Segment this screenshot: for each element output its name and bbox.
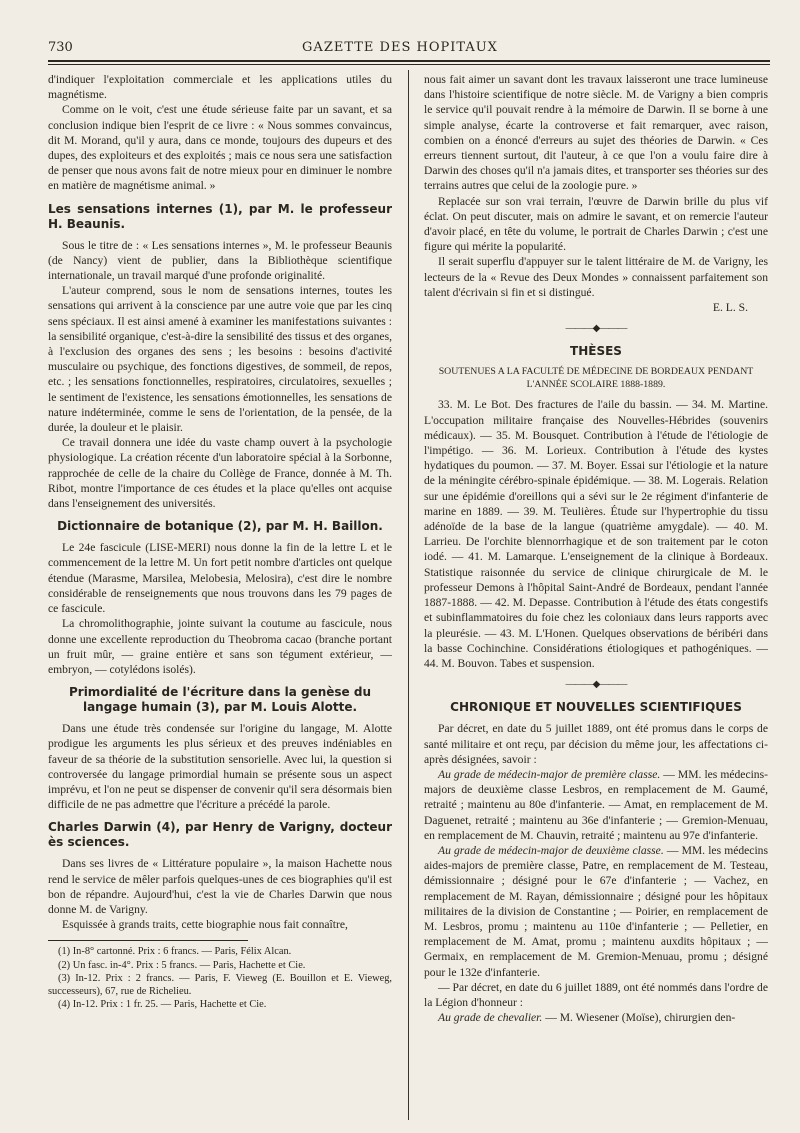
header-rule-thin: [48, 64, 770, 65]
darwin-paragraph: Replacée sur son vrai terrain, l'œuvre de Darwin brille du plus vif éclat. On peut discuter, mais on admire le savant, et on remercie l'auteur d'avoir placé, en tête du volume, le portrait de Charles Darwin ; c'est une figure qui mérite la popularité.: [424, 194, 768, 254]
section-title-chronique: CHRONIQUE ET NOUVELLES SCIENTIFIQUES: [450, 700, 742, 715]
theses-subtitle: SOUTENUES A LA FACULTÉ DE MÉDECINE DE BORDEAUX PENDANT L'ANNÉE SCOLAIRE 1888-1889.: [438, 366, 754, 391]
right-column: [424, 72, 768, 1122]
chronique-paragraph: Au grade de chevalier. — M. Wiesener (Moïse), chirurgien den-: [438, 1011, 736, 1025]
section-paragraph: L'auteur comprend, sous le nom de sensations internes, toutes les sensations qui arrivent à la conscience par une autre voie que par les cinq sens spéciaux. Il est ainsi amené à examiner les manifestations suivantes : la sensibilité organique, c'est-à-dire la sensibilité des tissus et des organes, à l'exclusion des organes des sens ; les besoins : besoins d'activité musculaire ou psychique, des fonctions digestives, de sommeil, de repos, etc. ; les sensations fonctionnelles, respiratoires, circulatoires, sexuelles ; le sentiment de l'existence, les sensations émotionnelles, les sensations de nature indéterminée, comme le sens de l'orientation, de la pensée, de la durée, la douleur et le plaisir.: [48, 284, 392, 435]
section-paragraph: Le 24e fascicule (LISE-MERI) nous donne la fin de la lettre L et le commencement de la lettre M. Un fort petit nombre d'articles ont quelque étendue (Marasme, Marsilea, Melobesia, Melosira), c'est dire le nombre considérable de renseignements que nous trouvons dans les 79 pages de ce fascicule.: [48, 541, 392, 616]
section-title-botanique: Dictionnaire de botanique (2), par M. H. Baillon.: [57, 519, 383, 534]
section-paragraph: Sous le titre de : « Les sensations internes », M. le professeur Beaunis (de Nancy) vient de publier, dans la Bibliothèque scientifique internationale, un travail marqué d'une profonde originalité.: [48, 238, 392, 283]
chronique-paragraph: Au grade de médecin-major de deuxième classe. — MM. les médecins aides-majors de première classe, Patre, en remplacement de M. Testeau, démissionnaire ; désigné pour le 67e d'infanterie ; — Vachez, en remplacement de M. Rayan, démissionnaire ; désigné pour les hôpitaux militaires de la division de Constantine ; — Poirier, en remplacement de M. Lesbros, promu ; maintenu au 110e d'infanterie ; — Pelletier, en remplacement de M. Amat, promu ; maintenu auxdits hôpitaux ; — Germaix, en remplacement de M. Gremion-Menuau, promu ; désigné pour le 132e d'infanterie.: [424, 843, 768, 979]
left-column: [48, 72, 392, 1122]
darwin-paragraph: Il serait superflu d'appuyer sur le talent littéraire de M. de Varigny, les lecteurs de la « Revue des Deux Mondes » connaissent parfaitement son talent d'écrivain si fin et si distingué.: [424, 255, 768, 299]
column-divider: [408, 70, 409, 1120]
footnote: (4) In-12. Prix : 1 fr. 25. — Paris, Hachette et Cie.: [58, 999, 267, 1011]
chronique-paragraph: — Par décret, en date du 6 juillet 1889, ont été nommés dans l'ordre de la Légion d'honneur :: [424, 980, 768, 1009]
section-title-ecriture: Primordialité de l'écriture dans la genèse du langage humain (3), par M. Louis Alotte.: [68, 685, 371, 715]
section-paragraph: Dans ses livres de « Littérature populaire », la maison Hachette nous rend le service de mêler parfois quelques-unes de ces biographies qu'il est bon de répandre. Aujourd'hui, c'est la vie de Charles Darwin que nous donne M. de Varigny.: [48, 857, 392, 916]
footnote: (3) In-12. Prix : 2 francs. — Paris, F. Vieweg (E. Bouillon et E. Vieweg, successeurs), 67, rue de Richelieu.: [48, 972, 392, 997]
footnote-rule: [48, 940, 248, 941]
chronique-paragraph: Au grade de médecin-major de première classe. — MM. les médecins-majors de deuxième classe Lesbros, en remplacement de M. Gaumé, retraité ; maintenu au 80e d'infanterie. — Amat, en remplacement de M. Daguenet, retraité ; maintenu au 36e d'infanterie ; — Gremion-Menuau, en remplacement de M. Chauvin, retraité ; maintenu au 97e d'infanterie.: [424, 767, 768, 842]
section-separator: ———◆———: [565, 679, 627, 691]
grade-heading: Au grade de médecin-major de deuxième classe.: [438, 843, 664, 857]
darwin-paragraph: nous fait aimer un savant dont les travaux laisseront une trace lumineuse dans l'histoire scientifique de notre siècle. M. de Varigny a bien compris le service qu'il pouvait rendre à la mémoire de Darwin. Il se borne à une simple analyse, écarte la controverse et fait remarquer, avec raison, combien on a énoncé d'erreurs au sujet des théories de Darwin. « Ces erreurs tiennent surtout, dit l'auteur, à ce que l'on a voulu faire dire à Darwin des choses qu'il n'a jamais dites, et transporter ses théories sur des terrains autres que celui de la zoologie pure. »: [424, 73, 768, 193]
section-paragraph: Esquissée à grands traits, cette biographie nous fait connaître,: [62, 918, 348, 932]
section-title-darwin: Charles Darwin (4), par Henry de Varigny, docteur ès sciences.: [48, 820, 392, 850]
page-header: [0, 0, 800, 60]
running-title: GAZETTE DES HOPITAUX: [302, 40, 498, 55]
chronique-paragraph: Par décret, en date du 5 juillet 1889, ont été promus dans le corps de santé militaire et ont reçu, par décision du même jour, les affectations ci-après désignées, savoir :: [424, 722, 768, 766]
section-paragraph: Ce travail donnera une idée du vaste champ ouvert à la psychologie physiologique. La création récente d'un laboratoire spécial à la Sorbonne, rapprochée de celle de la chaire du Collège de France, donnée à M. Th. Ribot, montre l'importance de ces études et la place qu'elles ont acquise dans l'enseignement des universités.: [48, 436, 392, 511]
grade-heading: Au grade de chevalier.: [438, 1011, 543, 1025]
intro-paragraph: d'indiquer l'exploitation commerciale et les applications utiles du magnétisme.: [48, 73, 392, 102]
page-number: 730: [48, 40, 73, 55]
intro-conclusion: Comme on le voit, c'est une étude sérieuse faite par un savant, et sa conclusion indique bien l'esprit de ce livre : « Nous sommes convaincus, dit M. Morand, qu'il y aura, dans ce monde, toujours des dupeurs et des dupes, des exploiteurs et des exploités ; mais ce nous sera une satisfaction de penser que nous avons fait de notre mieux pour en diminuer le nombre en matière de magnétisme animal. »: [48, 103, 392, 193]
footnote: (1) In-8° cartonné. Prix : 6 francs. — Paris, Félix Alcan.: [58, 946, 292, 958]
theses-list: 33. M. Le Bot. Des fractures de l'aile du bassin. — 34. M. Martine. L'occupation militaire française des Nouvelles-Hébrides (souvenirs médicaux). — 35. M. Bousquet. Contribution à l'étude de l'étiologie de l'impétigo. — 36. M. Lorieux. Contribution à l'étude des kystes hydatiques du poumon. — 37. M. Boyer. Essai sur l'étiologie et la nature de la méningite cérébro-spinale épidémique. — 38. M. Logerais. Relation sur une épidémie d'oreillons qui a sévi sur le 2e régiment d'infanterie de marine en 1889. — 39. M. Teulières. Étude sur l'hypertrophie du tissu adénoïde de la base de la langue (quatrième amygdale). — 40. M. Larrieu. De l'orchite blennorrhagique et de son traitement par le coton iodé. — 41. M. Lamarque. L'enseignement de la clinique à Bordeaux. Statistique raisonnée du service de clinique chirurgicale de M. le professeur Demons à l'hôpital Saint-André de Bordeaux, pendant l'année 1887-1888. — 42. M. Depasse. Contribution à l'étude des états congestifs et subinflammatoires du foie chez les coloniaux dans leurs rapports avec la pleurésie. — 43. M. L'Honen. Quelques observations de béribéri dans la basse Cochinchine. Considérations étiologiques et pathogéniques. — 44. M. Bouvon. Tabes et suspension.: [424, 398, 768, 670]
footnote: (2) Un fasc. in-4°. Prix : 5 francs. — Paris, Hachette et Cie.: [58, 959, 306, 971]
section-paragraph: Dans une étude très condensée sur l'origine du langage, M. Alotte prodigue les arguments les plus sérieux et des preuves indéniables en faveur de sa théorie de la substitution sensorielle. Avec lui, la question si controversée du langage primordial humain se présente sous un aspect imprévu, et l'on ne peut se dispenser de convenir qu'il sera désormais bien difficile de ne pas admettre que l'écriture a précédé la parole.: [48, 722, 392, 812]
section-paragraph: La chromolithographie, jointe suivant la coutume au fascicule, nous donne une excellente reproduction du Theobroma cacao (branche portant un fruit mûr, — graine entière et sans son tégument extérieur, — embryon, — cotylédons isolés).: [48, 617, 392, 676]
header-rule: [48, 60, 770, 62]
section-title-sensations: Les sensations internes (1), par M. le professeur H. Beaunis.: [48, 201, 392, 231]
grade-heading: Au grade de médecin-major de première classe.: [438, 767, 661, 781]
review-signature: E. L. S.: [712, 301, 748, 315]
section-separator: ———◆———: [565, 323, 627, 335]
section-title-theses: THÈSES: [570, 344, 622, 359]
